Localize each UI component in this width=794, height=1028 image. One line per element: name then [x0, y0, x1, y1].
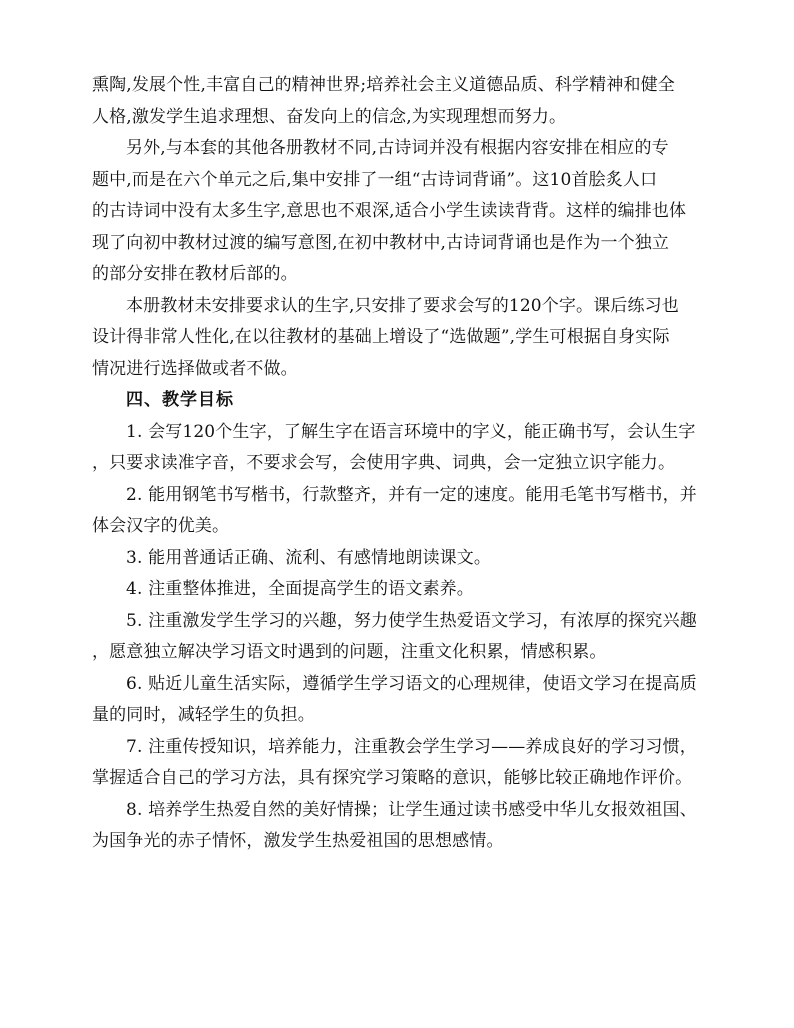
text-line: 的古诗词中没有太多生字,意思也不艰深,适合小学生读读背背。这样的编排也体 — [92, 201, 687, 221]
paragraph-ancient-poems — [92, 133, 722, 291]
document-page — [92, 70, 722, 858]
text-line: 情况进行选择做或者不做。 — [92, 358, 298, 379]
text-line: 2. 能用钢笔书写楷书，行款整齐，并有一定的速度。能用毛笔书写楷书，并 — [126, 484, 697, 505]
text-line: ，愿意独立解决学习语文时遇到的问题，注重文化积累，情感积累。 — [92, 642, 607, 662]
text-line: 掌握适合自己的学习方法，具有探究学习策略的意识，能够比较正确地作评价。 — [92, 768, 693, 788]
goal-item-7 — [92, 732, 722, 795]
text-line: 题中,而是在六个单元之后,集中安排了一组“古诗词背诵”。这10首脍炙人口 — [92, 169, 658, 190]
text-line: 量的同时，减轻学生的负担。 — [92, 705, 315, 725]
section-heading: 四、教学目标 — [126, 390, 234, 410]
goal-item-6 — [92, 669, 722, 732]
text-line: 4. 注重整体推进，全面提高学生的语文素养。 — [126, 579, 474, 599]
text-line: 3. 能用普通话正确、流利、有感情地朗读课文。 — [126, 547, 492, 568]
text-line: 现了向初中教材过渡的编写意图,在初中教材中,古诗词背诵也是作为一个独立 — [92, 232, 670, 253]
text-line: 另外,与本套的其他各册教材不同,古诗词并没有根据内容安排在相应的专 — [126, 138, 669, 158]
text-line: 的部分安排在教材后部的。 — [92, 264, 298, 284]
paragraph-characters — [92, 291, 722, 386]
text-line: 8. 培养学生热爱自然的美好情操；让学生通过读书感受中华儿女报效祖国、 — [126, 799, 697, 820]
text-line: 6. 贴近儿童生活实际，遵循学生学习语文的心理规律，使语文学习在提高质 — [126, 673, 697, 694]
text-line: 为国争光的赤子情怀，激发学生热爱祖国的思想感情。 — [92, 831, 504, 851]
text-line: 人格,激发学生追求理想、奋发向上的信念,为实现理想而努力。 — [92, 106, 567, 127]
text-line: 1. 会写120个生字，了解生字在语言环境中的字义，能正确书写，会认生字 — [126, 421, 696, 442]
text-line: 5. 注重激发学生学习的兴趣，努力使学生热爱语文学习，有浓厚的探究兴趣 — [126, 610, 697, 631]
goal-item-8 — [92, 795, 722, 858]
text-line: 本册教材未安排要求认的生字,只安排了要求会写的120个字。课后练习也 — [126, 295, 679, 316]
paragraph-cultivation — [92, 70, 722, 133]
text-line: 设计得非常人性化,在以往教材的基础上增设了“选做题”,学生可根据自身实际 — [92, 327, 670, 347]
goal-item-5 — [92, 606, 722, 669]
goal-item-1 — [92, 417, 722, 480]
goal-item-4 — [92, 574, 722, 606]
text-line: 体会汉字的优美。 — [92, 516, 230, 536]
text-line: 7. 注重传授知识，培养能力，注重教会学生学习——养成良好的学习习惯， — [126, 736, 697, 757]
text-line: 熏陶,发展个性,丰富自己的精神世界;培养社会主义道德品质、科学精神和健全 — [92, 75, 675, 95]
goal-item-3 — [92, 543, 722, 575]
text-line: ，只要求读准字音，不要求会写，会使用字典、词典，会一定独立识字能力。 — [92, 453, 676, 473]
goal-item-2 — [92, 480, 722, 543]
